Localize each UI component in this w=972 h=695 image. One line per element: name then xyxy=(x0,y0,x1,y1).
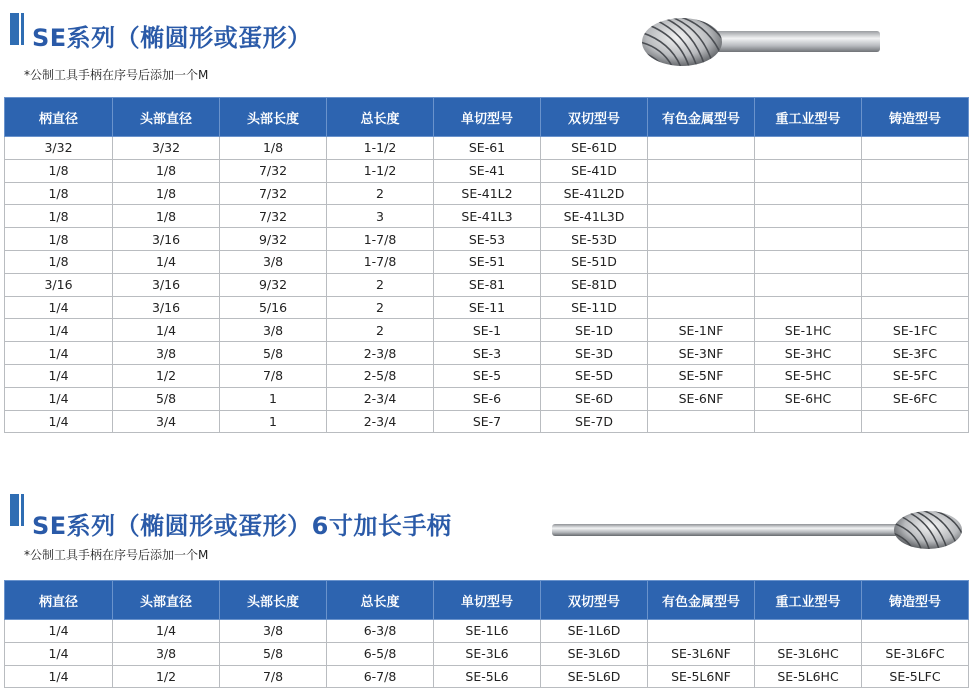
table-cell: 1/2 xyxy=(113,665,220,688)
table-cell xyxy=(862,159,969,182)
table-cell xyxy=(862,228,969,251)
table-row xyxy=(5,642,969,665)
table-cell xyxy=(755,273,862,296)
table-cell xyxy=(648,250,755,273)
table-cell: SE-11 xyxy=(434,296,541,319)
table-row xyxy=(5,387,969,410)
col-header: 单切型号 xyxy=(434,98,541,137)
table-cell: SE-3HC xyxy=(755,342,862,365)
table-cell: 7/32 xyxy=(220,182,327,205)
table-cell xyxy=(755,137,862,160)
col-header: 头部直径 xyxy=(113,581,220,620)
table-cell: 7/32 xyxy=(220,205,327,228)
table-cell: 1/4 xyxy=(5,620,113,643)
table-cell xyxy=(755,159,862,182)
section2-header xyxy=(10,490,530,540)
table-cell: 1/4 xyxy=(5,364,113,387)
table-cell: 1/2 xyxy=(113,364,220,387)
table-cell: SE-41L2D xyxy=(541,182,648,205)
table-cell: SE-61D xyxy=(541,137,648,160)
table-cell: 1-7/8 xyxy=(327,228,434,251)
table-cell: SE-3 xyxy=(434,342,541,365)
table-cell xyxy=(648,620,755,643)
col-header: 柄直径 xyxy=(5,98,113,137)
table-cell: 2 xyxy=(327,273,434,296)
table-cell: 3/8 xyxy=(220,620,327,643)
table-cell: SE-11D xyxy=(541,296,648,319)
section1-note: *公制工具手柄在序号后添加一个M xyxy=(24,68,209,82)
section1-header xyxy=(10,10,630,60)
col-header: 单切型号 xyxy=(434,581,541,620)
table-header-row xyxy=(5,581,969,620)
table-cell: 1/8 xyxy=(113,159,220,182)
section2-title: SE系列（椭圆形或蛋形）6寸加长手柄 xyxy=(32,512,452,540)
table-cell: 3/8 xyxy=(220,250,327,273)
table-cell xyxy=(755,296,862,319)
table-cell: 1/4 xyxy=(113,319,220,342)
table-cell: 3 xyxy=(327,205,434,228)
table-cell: 3/4 xyxy=(113,410,220,433)
table-cell: SE-5NF xyxy=(648,364,755,387)
table-row xyxy=(5,137,969,160)
table-cell: 3/8 xyxy=(220,319,327,342)
table-cell: 1 xyxy=(220,410,327,433)
table-cell: 1/8 xyxy=(5,250,113,273)
table-cell: SE-1D xyxy=(541,319,648,342)
table-cell: SE-6D xyxy=(541,387,648,410)
col-header: 双切型号 xyxy=(541,581,648,620)
table-cell: SE-61 xyxy=(434,137,541,160)
table-row xyxy=(5,159,969,182)
table-cell: 2-3/4 xyxy=(327,410,434,433)
table-cell: SE-51D xyxy=(541,250,648,273)
table-cell: SE-1FC xyxy=(862,319,969,342)
table-row xyxy=(5,620,969,643)
table-cell xyxy=(648,228,755,251)
table-cell: SE-5L6NF xyxy=(648,665,755,688)
table-header-row xyxy=(5,98,969,137)
table-cell: SE-3L6NF xyxy=(648,642,755,665)
oval-burr-tool-image xyxy=(640,14,885,70)
table-cell: 1-1/2 xyxy=(327,137,434,160)
table-cell: 2 xyxy=(327,296,434,319)
table-cell: 5/8 xyxy=(220,642,327,665)
table-cell: 1/8 xyxy=(5,205,113,228)
table-cell: 1/4 xyxy=(113,250,220,273)
table-cell: SE-1 xyxy=(434,319,541,342)
section1-title: SE系列（椭圆形或蛋形） xyxy=(32,24,312,52)
table-row xyxy=(5,273,969,296)
section1-accent-bar-thin xyxy=(21,13,24,45)
table-cell xyxy=(755,228,862,251)
table-cell: 1/4 xyxy=(5,296,113,319)
table-cell: SE-1NF xyxy=(648,319,755,342)
table-cell: SE-81D xyxy=(541,273,648,296)
table-cell: SE-3L6 xyxy=(434,642,541,665)
table-cell: 1/8 xyxy=(5,228,113,251)
table-cell: 3/16 xyxy=(113,228,220,251)
table-cell xyxy=(648,410,755,433)
table-cell: SE-53D xyxy=(541,228,648,251)
table-cell: SE-5HC xyxy=(755,364,862,387)
table-cell: 1-1/2 xyxy=(327,159,434,182)
table-cell: SE-5D xyxy=(541,364,648,387)
table-cell xyxy=(862,296,969,319)
table-cell: SE-51 xyxy=(434,250,541,273)
section1-accent-bar xyxy=(10,13,19,45)
section1-table xyxy=(4,97,969,433)
table-cell: SE-3L6D xyxy=(541,642,648,665)
table-cell: 1/4 xyxy=(5,410,113,433)
table-row xyxy=(5,182,969,205)
table-cell: 1/4 xyxy=(5,665,113,688)
table-cell: 9/32 xyxy=(220,273,327,296)
table-cell: 3/8 xyxy=(113,342,220,365)
table-row xyxy=(5,319,969,342)
table-cell: 1/4 xyxy=(5,342,113,365)
long-shank-oval-burr-image xyxy=(550,508,966,552)
table-cell: SE-41D xyxy=(541,159,648,182)
table-cell xyxy=(862,205,969,228)
table-cell xyxy=(862,182,969,205)
table-cell: 3/16 xyxy=(113,273,220,296)
section2-accent-bar-thin xyxy=(21,494,24,526)
table-cell: SE-3D xyxy=(541,342,648,365)
table-cell: 1/4 xyxy=(5,642,113,665)
table-cell: 7/8 xyxy=(220,364,327,387)
table-cell: 2-3/8 xyxy=(327,342,434,365)
col-header: 重工业型号 xyxy=(755,581,862,620)
col-header: 头部直径 xyxy=(113,98,220,137)
table-cell: SE-41L2 xyxy=(434,182,541,205)
section2-accent-bar xyxy=(10,494,19,526)
table-cell: 1/8 xyxy=(5,182,113,205)
col-header: 重工业型号 xyxy=(755,98,862,137)
table-cell xyxy=(862,410,969,433)
table-cell: SE-3L6HC xyxy=(755,642,862,665)
table-cell: SE-7 xyxy=(434,410,541,433)
table-row xyxy=(5,364,969,387)
table-cell: SE-41L3D xyxy=(541,205,648,228)
table-cell: SE-41 xyxy=(434,159,541,182)
table-cell: SE-6HC xyxy=(755,387,862,410)
table-cell: 5/8 xyxy=(113,387,220,410)
col-header: 有色金属型号 xyxy=(648,581,755,620)
table-cell: 1/4 xyxy=(5,387,113,410)
table-cell: 1-7/8 xyxy=(327,250,434,273)
table-cell xyxy=(755,620,862,643)
section2-table xyxy=(4,580,969,688)
col-header: 双切型号 xyxy=(541,98,648,137)
table-cell: SE-3L6FC xyxy=(862,642,969,665)
table-cell: SE-1HC xyxy=(755,319,862,342)
table-cell: 6-5/8 xyxy=(327,642,434,665)
table-cell: 3/32 xyxy=(113,137,220,160)
table-cell xyxy=(648,205,755,228)
table-cell xyxy=(755,250,862,273)
table-cell: 1/4 xyxy=(113,620,220,643)
table-cell: 9/32 xyxy=(220,228,327,251)
table-cell: SE-5FC xyxy=(862,364,969,387)
table-cell: 6-7/8 xyxy=(327,665,434,688)
table-cell: SE-1L6D xyxy=(541,620,648,643)
table-cell: 1/8 xyxy=(113,182,220,205)
table-cell: SE-7D xyxy=(541,410,648,433)
col-header: 有色金属型号 xyxy=(648,98,755,137)
table-row xyxy=(5,665,969,688)
table-cell: 2 xyxy=(327,319,434,342)
table-cell: SE-41L3 xyxy=(434,205,541,228)
table-cell: 1/8 xyxy=(220,137,327,160)
table-cell: SE-5L6 xyxy=(434,665,541,688)
table-cell: 2 xyxy=(327,182,434,205)
table-cell: 1 xyxy=(220,387,327,410)
col-header: 头部长度 xyxy=(220,98,327,137)
table-cell: SE-81 xyxy=(434,273,541,296)
table-cell xyxy=(648,137,755,160)
table-cell xyxy=(755,205,862,228)
table-cell: 7/8 xyxy=(220,665,327,688)
col-header: 铸造型号 xyxy=(862,581,969,620)
table-cell: 6-3/8 xyxy=(327,620,434,643)
table-row xyxy=(5,296,969,319)
table-cell xyxy=(648,159,755,182)
table-cell: 3/8 xyxy=(113,642,220,665)
col-header: 总长度 xyxy=(327,581,434,620)
table-cell: SE-6 xyxy=(434,387,541,410)
table-cell: 5/8 xyxy=(220,342,327,365)
table-cell: 7/32 xyxy=(220,159,327,182)
table-cell: SE-53 xyxy=(434,228,541,251)
table-cell: SE-5L6D xyxy=(541,665,648,688)
table-row xyxy=(5,228,969,251)
table-cell: 3/32 xyxy=(5,137,113,160)
table-row xyxy=(5,342,969,365)
table-cell: SE-1L6 xyxy=(434,620,541,643)
table-cell: SE-5LFC xyxy=(862,665,969,688)
table-cell xyxy=(648,296,755,319)
table-cell: 1/8 xyxy=(113,205,220,228)
table-cell xyxy=(755,182,862,205)
table-cell xyxy=(648,273,755,296)
table-cell: SE-5 xyxy=(434,364,541,387)
table-cell xyxy=(862,137,969,160)
section2-table-body xyxy=(5,620,969,688)
table-cell: SE-3NF xyxy=(648,342,755,365)
table-row xyxy=(5,410,969,433)
section2-note: *公制工具手柄在序号后添加一个M xyxy=(24,548,209,562)
table-cell: SE-3FC xyxy=(862,342,969,365)
table-cell: SE-6NF xyxy=(648,387,755,410)
table-cell xyxy=(862,250,969,273)
table-cell xyxy=(862,620,969,643)
table-cell xyxy=(862,273,969,296)
table-cell xyxy=(755,410,862,433)
col-header: 柄直径 xyxy=(5,581,113,620)
table-cell xyxy=(648,182,755,205)
table-row xyxy=(5,250,969,273)
col-header: 头部长度 xyxy=(220,581,327,620)
table-row xyxy=(5,205,969,228)
table-cell: 1/4 xyxy=(5,319,113,342)
table-cell: 3/16 xyxy=(113,296,220,319)
table-cell: 2-5/8 xyxy=(327,364,434,387)
table-cell: 5/16 xyxy=(220,296,327,319)
section1-table-body xyxy=(5,137,969,433)
col-header: 总长度 xyxy=(327,98,434,137)
table-cell: 3/16 xyxy=(5,273,113,296)
table-cell: 1/8 xyxy=(5,159,113,182)
table-cell: 2-3/4 xyxy=(327,387,434,410)
table-cell: SE-5L6HC xyxy=(755,665,862,688)
col-header: 铸造型号 xyxy=(862,98,969,137)
table-cell: SE-6FC xyxy=(862,387,969,410)
